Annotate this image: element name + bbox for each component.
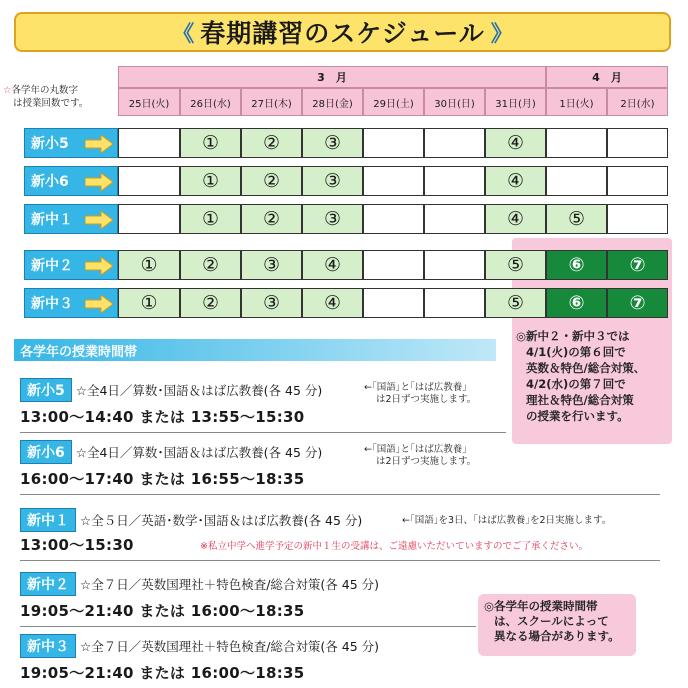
schedule-cell [546, 166, 607, 196]
side-note: ←｢国語｣と｢はば広教養｣ は2日ずつ実施します。 [364, 382, 477, 405]
title-banner [14, 12, 671, 52]
month-march: 3 月 [118, 66, 546, 88]
schedule-cell: ④ [302, 250, 363, 280]
schedule-cell [424, 288, 485, 318]
legend-note-line1: 各学年の丸数字 [11, 85, 79, 96]
schedule-cell [546, 128, 607, 158]
day-header: 25日(火) [118, 88, 180, 116]
day-header: 30日(日) [424, 88, 485, 116]
schedule-cell: ⑥ [546, 250, 607, 280]
grade-label [24, 128, 118, 158]
schedule-cell [118, 166, 180, 196]
day-header: 26日(水) [180, 88, 241, 116]
schedule-cell [424, 166, 485, 196]
note-line: 英数＆特色/総合対策、 [526, 361, 646, 375]
schedule-cell: ① [180, 166, 241, 196]
arrow-right-icon [85, 135, 113, 153]
legend-note-line2: は授業回数です。 [13, 98, 89, 109]
arrow-right-icon [85, 295, 113, 313]
schedule-cell [363, 204, 424, 234]
grade-tag: 新小6 [20, 440, 72, 464]
grade-label-text: 新中１ [31, 212, 73, 228]
note-line: 4/1(火)の第６回で [526, 345, 626, 359]
grade-label [24, 166, 118, 196]
schedule-cell [424, 204, 485, 234]
grade-label-text: 新小6 [31, 174, 69, 190]
schedule-cell: ② [241, 128, 302, 158]
schedule-row [24, 288, 674, 318]
note-line: 4/2(水)の第７回で [526, 377, 626, 391]
title-decor-right: 》 [490, 21, 513, 47]
schedule-cell: ③ [241, 288, 302, 318]
schedule-cell [118, 204, 180, 234]
grade-tag: 新中１ [20, 508, 76, 532]
legend-note [3, 84, 115, 110]
warning-note: ※私立中学へ進学予定の新中１生の受講は、ご遠慮いただいていますのでご了承ください。 [200, 541, 588, 552]
time-variation-note [478, 594, 636, 656]
schedule-cell: ④ [485, 204, 546, 234]
schedule-cell [363, 250, 424, 280]
schedule-cell: ⑥ [546, 288, 607, 318]
day-header: 1日(火) [546, 88, 607, 116]
schedule-cell [363, 288, 424, 318]
grade-label [24, 204, 118, 234]
schedule-cell: ⑤ [546, 204, 607, 234]
month-april: 4 月 [546, 66, 668, 88]
schedule-cell: ② [180, 288, 241, 318]
day-header: 2日(水) [607, 88, 668, 116]
schedule-cell: ④ [485, 166, 546, 196]
schedule-cell: ⑤ [485, 250, 546, 280]
schedule-cell [607, 204, 668, 234]
course-description: ☆全５日／英語･数学･国語＆はば広教養(各 45 分) [80, 513, 363, 528]
day-header: 27日(木) [241, 88, 302, 116]
schedule-row [24, 128, 674, 158]
schedule-row [24, 166, 674, 196]
page-title: 春期講習のスケジュール [200, 19, 485, 48]
schedule-cell: ① [118, 288, 180, 318]
note-line: ◎各学年の授業時間帯 [484, 599, 598, 613]
note-line: 理社＆特色/総合対策 [526, 393, 634, 407]
schedule-cell [424, 128, 485, 158]
title-decor-left: 《 [172, 21, 195, 47]
schedule-cell: ② [241, 166, 302, 196]
note-line: の授業を行います。 [526, 409, 629, 423]
day-header: 29日(土) [363, 88, 424, 116]
grade-tag: 新中２ [20, 572, 76, 596]
class-time: 16:00〜17:40 または 16:55〜18:35 [20, 470, 305, 488]
advanced-class-note [516, 328, 670, 424]
schedule-cell: ⑦ [607, 288, 668, 318]
class-time: 19:05〜21:40 または 16:00〜18:35 [20, 664, 305, 682]
grade-label-text: 新小5 [31, 136, 69, 152]
note-line: 異なる場合があります。 [494, 629, 620, 643]
grade-label [24, 250, 118, 280]
divider [20, 626, 476, 627]
schedule-cell: ③ [241, 250, 302, 280]
schedule-cell: ① [180, 204, 241, 234]
course-description: ☆全4日／算数･国語＆はば広教養(各 45 分) [75, 445, 323, 460]
course-description: ☆全７日／英数国理社＋特色検査/総合対策(各 45 分) [80, 577, 380, 592]
note-line: ◎新中２・新中３では [516, 329, 630, 343]
schedule-cell: ③ [302, 204, 363, 234]
schedule-row [24, 250, 674, 280]
grade-label-text: 新中３ [31, 296, 73, 312]
class-time: 13:00〜15:30 [20, 536, 134, 554]
day-header: 31日(月) [485, 88, 546, 116]
schedule-cell: ② [180, 250, 241, 280]
course-description: ☆全７日／英数国理社＋特色検査/総合対策(各 45 分) [80, 639, 380, 654]
schedule-cell: ⑤ [485, 288, 546, 318]
schedule-cell: ① [180, 128, 241, 158]
side-note: ←｢国語｣と｢はば広教養｣ は2日ずつ実施します。 [364, 444, 477, 467]
divider [20, 560, 660, 561]
schedule-cell [118, 128, 180, 158]
class-time: 13:00〜14:40 または 13:55〜15:30 [20, 408, 305, 426]
divider [20, 432, 506, 433]
grade-tag: 新中３ [20, 634, 76, 658]
side-note: ←｢国語｣を3日、｢はば広教養｣を2日実施します。 [402, 515, 612, 526]
class-time: 19:05〜21:40 または 16:00〜18:35 [20, 602, 305, 620]
schedule-cell [607, 166, 668, 196]
schedule-cell [363, 166, 424, 196]
schedule-cell: ③ [302, 128, 363, 158]
schedule-row [24, 204, 674, 234]
arrow-right-icon [85, 211, 113, 229]
schedule-cell [363, 128, 424, 158]
schedule-cell: ③ [302, 166, 363, 196]
schedule-cell: ⑦ [607, 250, 668, 280]
arrow-right-icon [85, 257, 113, 275]
course-description: ☆全4日／算数･国語＆はば広教養(各 45 分) [75, 383, 323, 398]
arrow-right-icon [85, 173, 113, 191]
schedule-cell [607, 128, 668, 158]
grade-label [24, 288, 118, 318]
note-line: は、スクールによって [494, 614, 609, 628]
schedule-cell: ④ [302, 288, 363, 318]
grade-label-text: 新中２ [31, 258, 73, 274]
schedule-cell: ② [241, 204, 302, 234]
schedule-cell [424, 250, 485, 280]
divider [20, 494, 660, 495]
grade-tag: 新小5 [20, 378, 72, 402]
day-header: 28日(金) [302, 88, 363, 116]
schedule-cell: ① [118, 250, 180, 280]
star-icon: ☆ [3, 85, 12, 96]
schedule-cell: ④ [485, 128, 546, 158]
section-title: 各学年の授業時間帯 [14, 339, 496, 361]
